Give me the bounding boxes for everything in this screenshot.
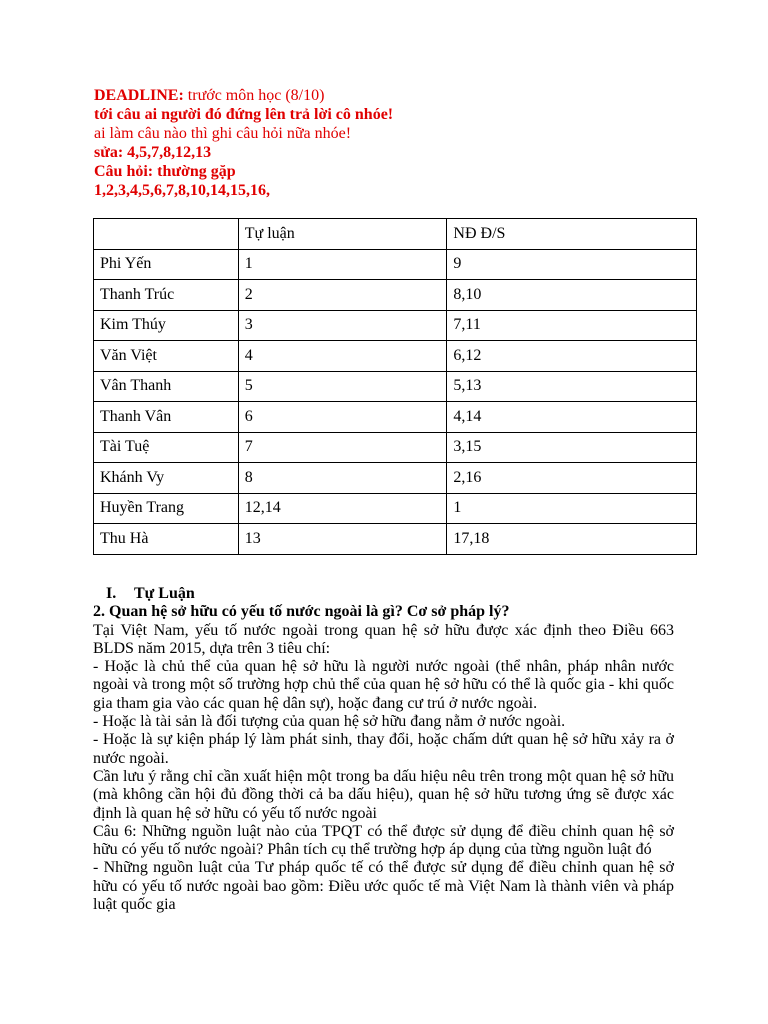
essay-question-cell: 4: [238, 341, 447, 372]
section-heading: [93, 585, 674, 603]
paragraph: Cần lưu ý rằng chỉ cần xuất hiện một trong ba dấu hiệu nêu trên trong một quan hệ sở hữu (mà không cần hội đủ đồng thời cả ba dấu hiệu), quan hệ sở hữu tương ứng sẽ được xác định là quan hệ sở hữu có yếu tố nước ngoài: [93, 767, 674, 822]
essay-section: [93, 585, 674, 914]
deadline-line: [94, 86, 694, 105]
table-row: [94, 493, 697, 524]
question-2-heading: 2. Quan hệ sở hữu có yếu tố nước ngoài là gì? Cơ sở pháp lý?: [93, 603, 510, 621]
deadline-value: trước môn học (8/10): [183, 87, 325, 104]
question-6-paragraph: Câu 6: Những nguồn luật nào của TPQT có thể được sử dụng để điều chỉnh quan hệ sở hữu có yếu tố nước ngoài? Phân tích cụ thể trường hợp áp dụng của từng nguồn luật đó: [93, 822, 674, 859]
table-row: [94, 341, 697, 372]
student-name-cell: Thu Hà: [94, 524, 239, 555]
assignment-table: [93, 218, 697, 555]
student-name-cell: Thanh Vân: [94, 402, 239, 433]
essay-question-cell: 6: [238, 402, 447, 433]
paragraph: - Hoặc là tài sản là đối tượng của quan hệ sở hữu đang nằm ở nước ngoài.: [93, 713, 566, 731]
note-line-answer: tới câu ai người đó đứng lên trả lời cô nhóe!: [94, 106, 394, 123]
true-false-question-cell: 3,15: [447, 432, 697, 463]
table-row: [94, 402, 697, 433]
header-cell-essay: Tự luận: [238, 219, 447, 250]
table-header-row: [94, 219, 697, 250]
student-name-cell: Vân Thanh: [94, 371, 239, 402]
essay-question-cell: 3: [238, 310, 447, 341]
true-false-question-cell: 17,18: [447, 524, 697, 555]
table-row: [94, 280, 697, 311]
paragraph: Tại Việt Nam, yếu tố nước ngoài trong quan hệ sở hữu được xác định theo Điều 663 BLDS năm 2015, dựa trên 3 tiêu chí:: [93, 621, 674, 657]
paragraph: - Hoặc là sự kiện pháp lý làm phát sinh, thay đổi, hoặc chấm dứt quan hệ sở hữu xảy ra ở nước ngoài.: [93, 731, 674, 767]
student-name-cell: Tài Tuệ: [94, 432, 239, 463]
true-false-question-cell: 4,14: [447, 402, 697, 433]
essay-question-cell: 1: [238, 249, 447, 280]
paragraph: - Những nguồn luật của Tư pháp quốc tế có thể được sử dụng để điều chỉnh quan hệ sở hữu có yếu tố nước ngoài bao gồm: Điều ước quốc tế mà Việt Nam là thành viên và pháp luật quốc gia: [93, 859, 674, 914]
table-row: [94, 524, 697, 555]
essay-question-cell: 13: [238, 524, 447, 555]
note-line-fix: sửa: 4,5,7,8,12,13: [94, 144, 212, 161]
table-row: [94, 463, 697, 494]
note-line-write-question: ai làm câu nào thì ghi câu hỏi nữa nhóe!: [94, 125, 352, 142]
teacher-notes: [94, 86, 694, 200]
true-false-question-cell: 9: [447, 249, 697, 280]
table-row: [94, 310, 697, 341]
section-number: I.: [106, 585, 117, 602]
student-name-cell: Huyền Trang: [94, 493, 239, 524]
essay-question-cell: 12,14: [238, 493, 447, 524]
essay-question-cell: 7: [238, 432, 447, 463]
essay-question-cell: 2: [238, 280, 447, 311]
true-false-question-cell: 2,16: [447, 463, 697, 494]
essay-question-cell: 8: [238, 463, 447, 494]
header-cell-true-false: NĐ Đ/S: [447, 219, 697, 250]
true-false-question-cell: 1: [447, 493, 697, 524]
note-line-common-list: 1,2,3,4,5,6,7,8,10,14,15,16,: [94, 182, 270, 199]
note-line-common: Câu hỏi: thường gặp: [94, 163, 236, 180]
table-row: [94, 432, 697, 463]
student-name-cell: Văn Việt: [94, 341, 239, 372]
student-name-cell: Khánh Vy: [94, 463, 239, 494]
true-false-question-cell: 6,12: [447, 341, 697, 372]
section-title: Tự Luận: [134, 585, 195, 602]
header-cell-name: [94, 219, 239, 250]
student-name-cell: Phi Yến: [94, 249, 239, 280]
student-name-cell: Thanh Trúc: [94, 280, 239, 311]
table-row: [94, 249, 697, 280]
true-false-question-cell: 5,13: [447, 371, 697, 402]
true-false-question-cell: 7,11: [447, 310, 697, 341]
table-row: [94, 371, 697, 402]
student-name-cell: Kim Thúy: [94, 310, 239, 341]
essay-question-cell: 5: [238, 371, 447, 402]
deadline-label: DEADLINE:: [94, 87, 184, 104]
true-false-question-cell: 8,10: [447, 280, 697, 311]
paragraph: - Hoặc là chủ thể của quan hệ sở hữu là người nước ngoài (thể nhân, pháp nhân nước ngoài và trong một số trường hợp chủ thể của quan hệ sở hữu có thể là quốc gia - khi quốc gia tham gia vào các quan hệ dân sự), hoặc đang cư trú ở nước ngoài.: [93, 658, 674, 712]
